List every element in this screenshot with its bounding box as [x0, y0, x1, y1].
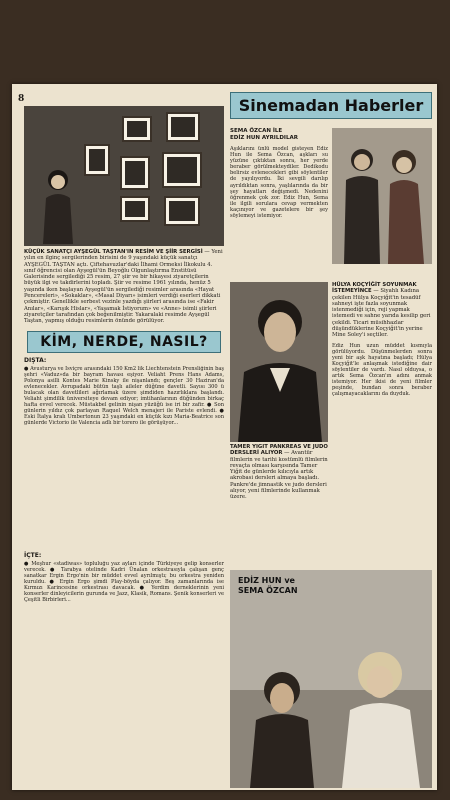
disari-heading: DIŞTA: [24, 356, 47, 364]
story1-text: Aşıklarını ünlü model gisteyen Ediz Hun ile Sema Özcan, aşkları su yüzüne çıktıktan sonra, her yerde beraber görülmekteydiler. Dedikodu belirsiz evlenecekleri gibi söylentiler de yayılıyordu. İki sevgili darılıp ayrıldıktan sonra, yaşlılarında da bir şey hayatları değişmedi. Nedenini öğrenmek çok zor. Ediz Hun, Sema ile ilgili sorulara cevap vermekten kaçınıyor ve gazetelere bir şey söylemeyi istemiyor. [230, 146, 328, 220]
icte-heading: İÇTE: [24, 551, 42, 559]
photo-hulya-couple [332, 128, 432, 264]
left-column [24, 106, 224, 639]
story1-block [230, 122, 328, 296]
photo4-title-line2: SEMA ÖZCAN [238, 586, 298, 595]
byline-1: SEMA ÖZCAN İLE [230, 128, 283, 134]
exhibition-photo [24, 106, 224, 246]
exhibition-caption [24, 249, 224, 325]
ediz-sema-illustration [230, 570, 432, 788]
banner-kim-nerde-nasil-text: KİM, NERDE, NASIL? [27, 331, 221, 353]
photo2-caption-title: TAMER YİĞİT PANKREAS VE JUDO DERSLERİ ALIYOR [230, 444, 328, 457]
photo2-caption-text: — Avantür filmlerin ve tarihi kostümlü filmlerin revaçta olması karşısında Tamer Yiğit de günlerde kılıcıyla artık akrobasi dersleri almaya başladı. Pankre'de jimnastik ve judo dersleri alıyor, yeni filmlerinde kullanmak üzere. [230, 450, 328, 501]
couple-illustration [332, 128, 432, 264]
girl-figure [38, 164, 78, 244]
exhibition-caption-text: — Yeni yılın en ilginç sergilerinden birisini de 9 yaşındaki küçük sanatçı AYŞEGÜL TAŞTAN açtı. Çiftehavuzlar'daki İlhami Ormeksi İlkokulu 4. sınıf öğrencisi olan Ayşegül'ün Beyoğlu Olgunlaştırma Enstitüsü Galerisinde sergilediği 25 resim, 27 şiir ve bir hikayesi ziyaretçilerin büyük ilgi ve takdirlerini topladı. Şiir ve resime 1961 yılında, henüz 5 yaşında iken başlayan Ayşegül'ün sergilediği resimler arasında «Hayat Pencereleri», «Sokaklar», «Masal Diyarı» isimleri verdiği eserleri dikkati çekmiştir. Genellikle serbest vezinle yazdığı şiirleri arasında ise «Fakir Anılar», «Karışık Hislar», «Yaşamak İstiyorum» ve «Anne» isimli şiirleri ziyaretçiler tarafından çok beğenilmiştir. Yakaralaki resimde Ayşegül Taştan, yapmış olduğu resimlerin önünde görülüyor. [24, 249, 223, 325]
photo2-caption-block [332, 282, 432, 455]
right-column [230, 92, 432, 595]
byline-2: EDİZ HUN AYRILDILAR [230, 135, 298, 141]
banner-sinemadan-haberler: Sinemadan Haberler [230, 92, 432, 119]
magazine-page [12, 84, 437, 790]
story2-text: Ediz Hun uzun müddet kısmıyla görülüyordu. Düşünmelerden sonra yeni bir aşk hayatına başladı; Hülya Koçyiğit'le anlaşmak istediğine dair söylentiler de vardı. Nasıl olduysa, o artık Sema Özcan'ın adını anmak istemiyor. Her ikisi de yeni filmler peşinde, bundan sonra beraber çalışmayacaklarını da duyduk. [332, 342, 432, 398]
photo3-caption-text: — Siyahlı Kadına çekilen Hülya Koçyiğit'in tesadüf sahneyi işte fazla soyunmak istenmediği için, reji yapmak istemedi ve sahne yarıda kesilip geri çekildi. Ticari müsihhazlar düşündüklerine Koçyiğit'in yerine Mine Soley'i seçtiler. [332, 288, 431, 339]
disari-text: ● Avusturya ve İsviçre arasındaki 150 Km2 lik Liechtenstein Prensliğinin baş şehri «Vaduz»da bir bayram havası eşiyor. Veliaht Prens Hans Adams, Polonya asilli Kontes Marie Kinsky ile nişanlandı; gençler 30 Haziran'da evlenecekler. Avrupadaki bütün taşlı aileler düğüne davetli. Sayısı 300 ü bulacak olan davetlileri ağırlamak üzere şimdiden hazırlıklara başlandı. Veliaht şimdilik üniversiteye devam ediyor; imtihanlarının düğünden birkaç hafta evvel verecek. Müstakbel gelinin nişan yüzüğü ise iri bir zafir. ● Son günlerin yıldız çok parlayan Raquel Welch menajeri ile Pariste evlendi. ● Eski İtalya kralı Umbertonun 23 yaşındaki en küçük kızı Maria-Beatrice son günlerde Victorio ile Valencia adlı bir torero ile görüşüyor... [24, 365, 224, 427]
man-portrait [230, 282, 328, 442]
photo-ediz-sema [230, 570, 432, 788]
page-number: 8 [18, 94, 25, 104]
exhibition-caption-title: KÜÇÜK SANATÇI AYŞEGÜL TAŞTAN'IN RESİM VE ŞİİR SERGİSİ [24, 249, 203, 255]
tamer-caption-block [230, 444, 328, 559]
banner-kim-nerde-nasil [24, 331, 224, 353]
icte-text: ● Meşhur «stadiwas» topluluğu yaz ayları içinde Türkiyeye gelip konserler verecek. ● Tarabya otelinde Kadri Ünalan orkestrasıyla çalışan genç sanatkar Ergin Ergo'nin bir müddet evvel ayrılmıştı; bu orkestra yeniden kuruldu. ● Ergin Ergo şimdi Play-böyda çalıyor. Beş zamanlarında ise Kırmızı Karincesine orkestrası davacak. ● Yerdim derneklerinin yeni konserler dinleyicilerin gurunda ve Jazz, Klasik, Romans. Şenik konserleri ve Çeşitli Birbirleri... [24, 560, 224, 604]
photo3-caption-title: HÜLYA KOÇYİĞİT SOYUNMAK İSTEMEYİNCE [332, 282, 417, 295]
photo-tamer-yigit [230, 282, 328, 442]
photo4-title-line1: EDİZ HUN ve [238, 576, 295, 585]
photo4-title [238, 576, 298, 596]
